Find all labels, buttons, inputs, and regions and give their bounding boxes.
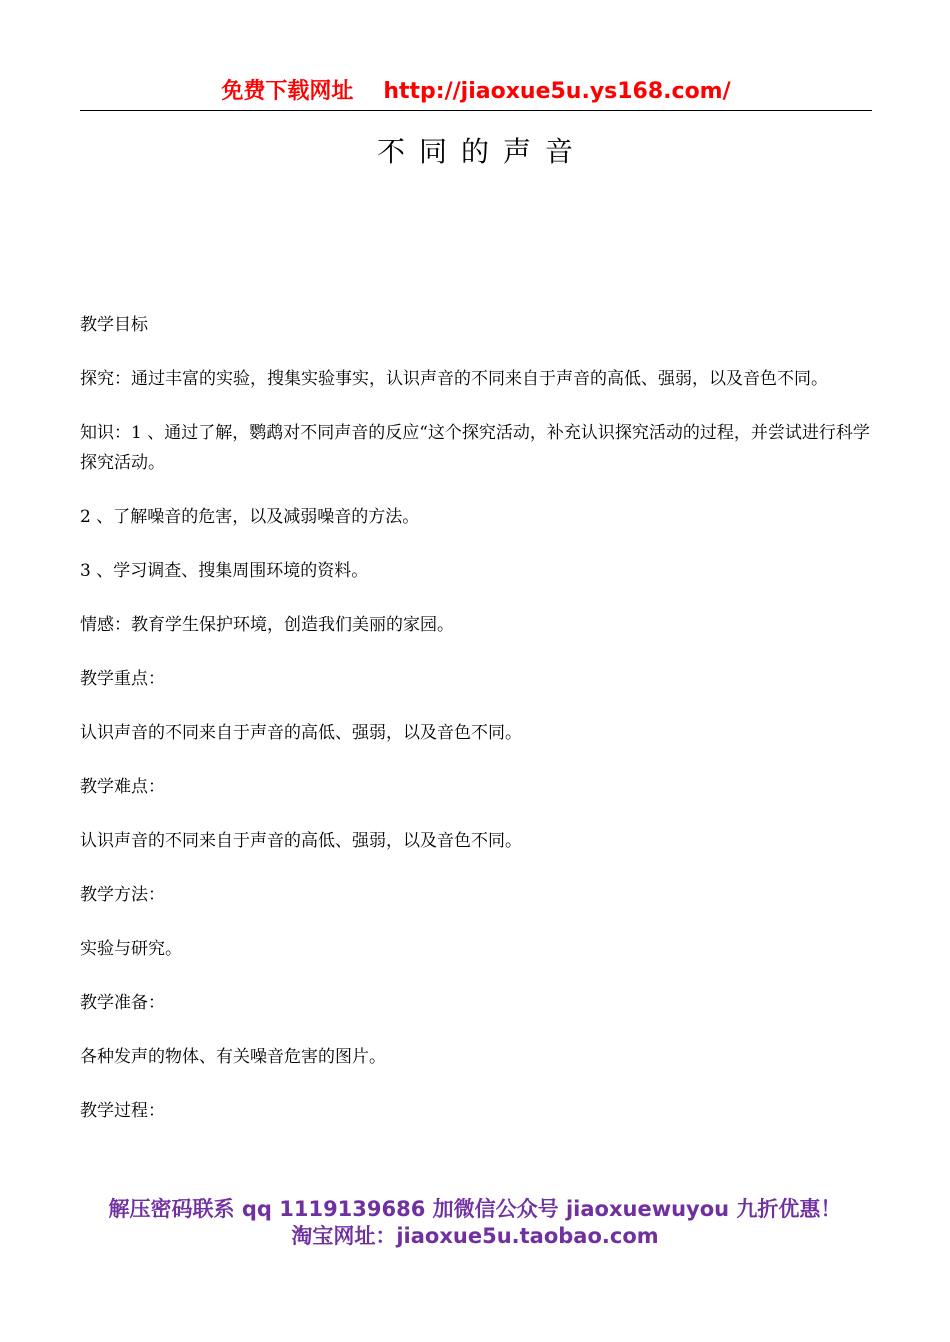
header-label: 免费下载网址 (221, 79, 354, 104)
paragraph: 2 、了解噪音的危害，以及减弱噪音的方法。 (80, 507, 420, 527)
paragraph: 教学准备： (80, 993, 165, 1013)
paragraph: 探究：通过丰富的实验，搜集实验事实，认识声音的不同来自于声音的高低、强弱，以及音色不同。 (80, 369, 828, 389)
paragraph: 实验与研究。 (80, 939, 182, 959)
page-footer (0, 1196, 950, 1250)
document-title: 不同的声音 (376, 135, 587, 168)
paragraph: 教学重点： (80, 669, 165, 689)
paragraph: 教学难点： (80, 777, 165, 797)
paragraph: 情感：教育学生保护环境，创造我们美丽的家园。 (80, 615, 454, 635)
paragraph: 教学目标 (80, 315, 148, 335)
paragraph: 各种发声的物体、有关噪音危害的图片。 (80, 1047, 386, 1067)
paragraph: 教学方法： (80, 885, 165, 905)
paragraph: 3 、学习调查、搜集周围环境的资料。 (80, 561, 369, 581)
footer-contact-line: 解压密码联系 qq 1119139686 加微信公众号 jiaoxuewuyou 九折优惠！ (108, 1197, 842, 1221)
footer-shop-link[interactable]: 淘宝网址：jiaoxue5u.taobao.com (291, 1224, 659, 1248)
header-url-link[interactable]: http://jiaoxue5u.ys168.com/ (383, 79, 731, 104)
header-line (80, 78, 872, 106)
paragraph: 认识声音的不同来自于声音的高低、强弱，以及音色不同。 (80, 831, 522, 851)
paragraph: 知识：1 、通过了解，鹦鹉对不同声音的反应“这个探究活动，补充认识探究活动的过程，并尝试进行科学探究活动。 (80, 423, 870, 473)
page-header (80, 78, 872, 111)
document-body (80, 310, 872, 1150)
paragraph: 认识声音的不同来自于声音的高低、强弱，以及音色不同。 (80, 723, 522, 743)
paragraph: 教学过程： (80, 1101, 165, 1121)
